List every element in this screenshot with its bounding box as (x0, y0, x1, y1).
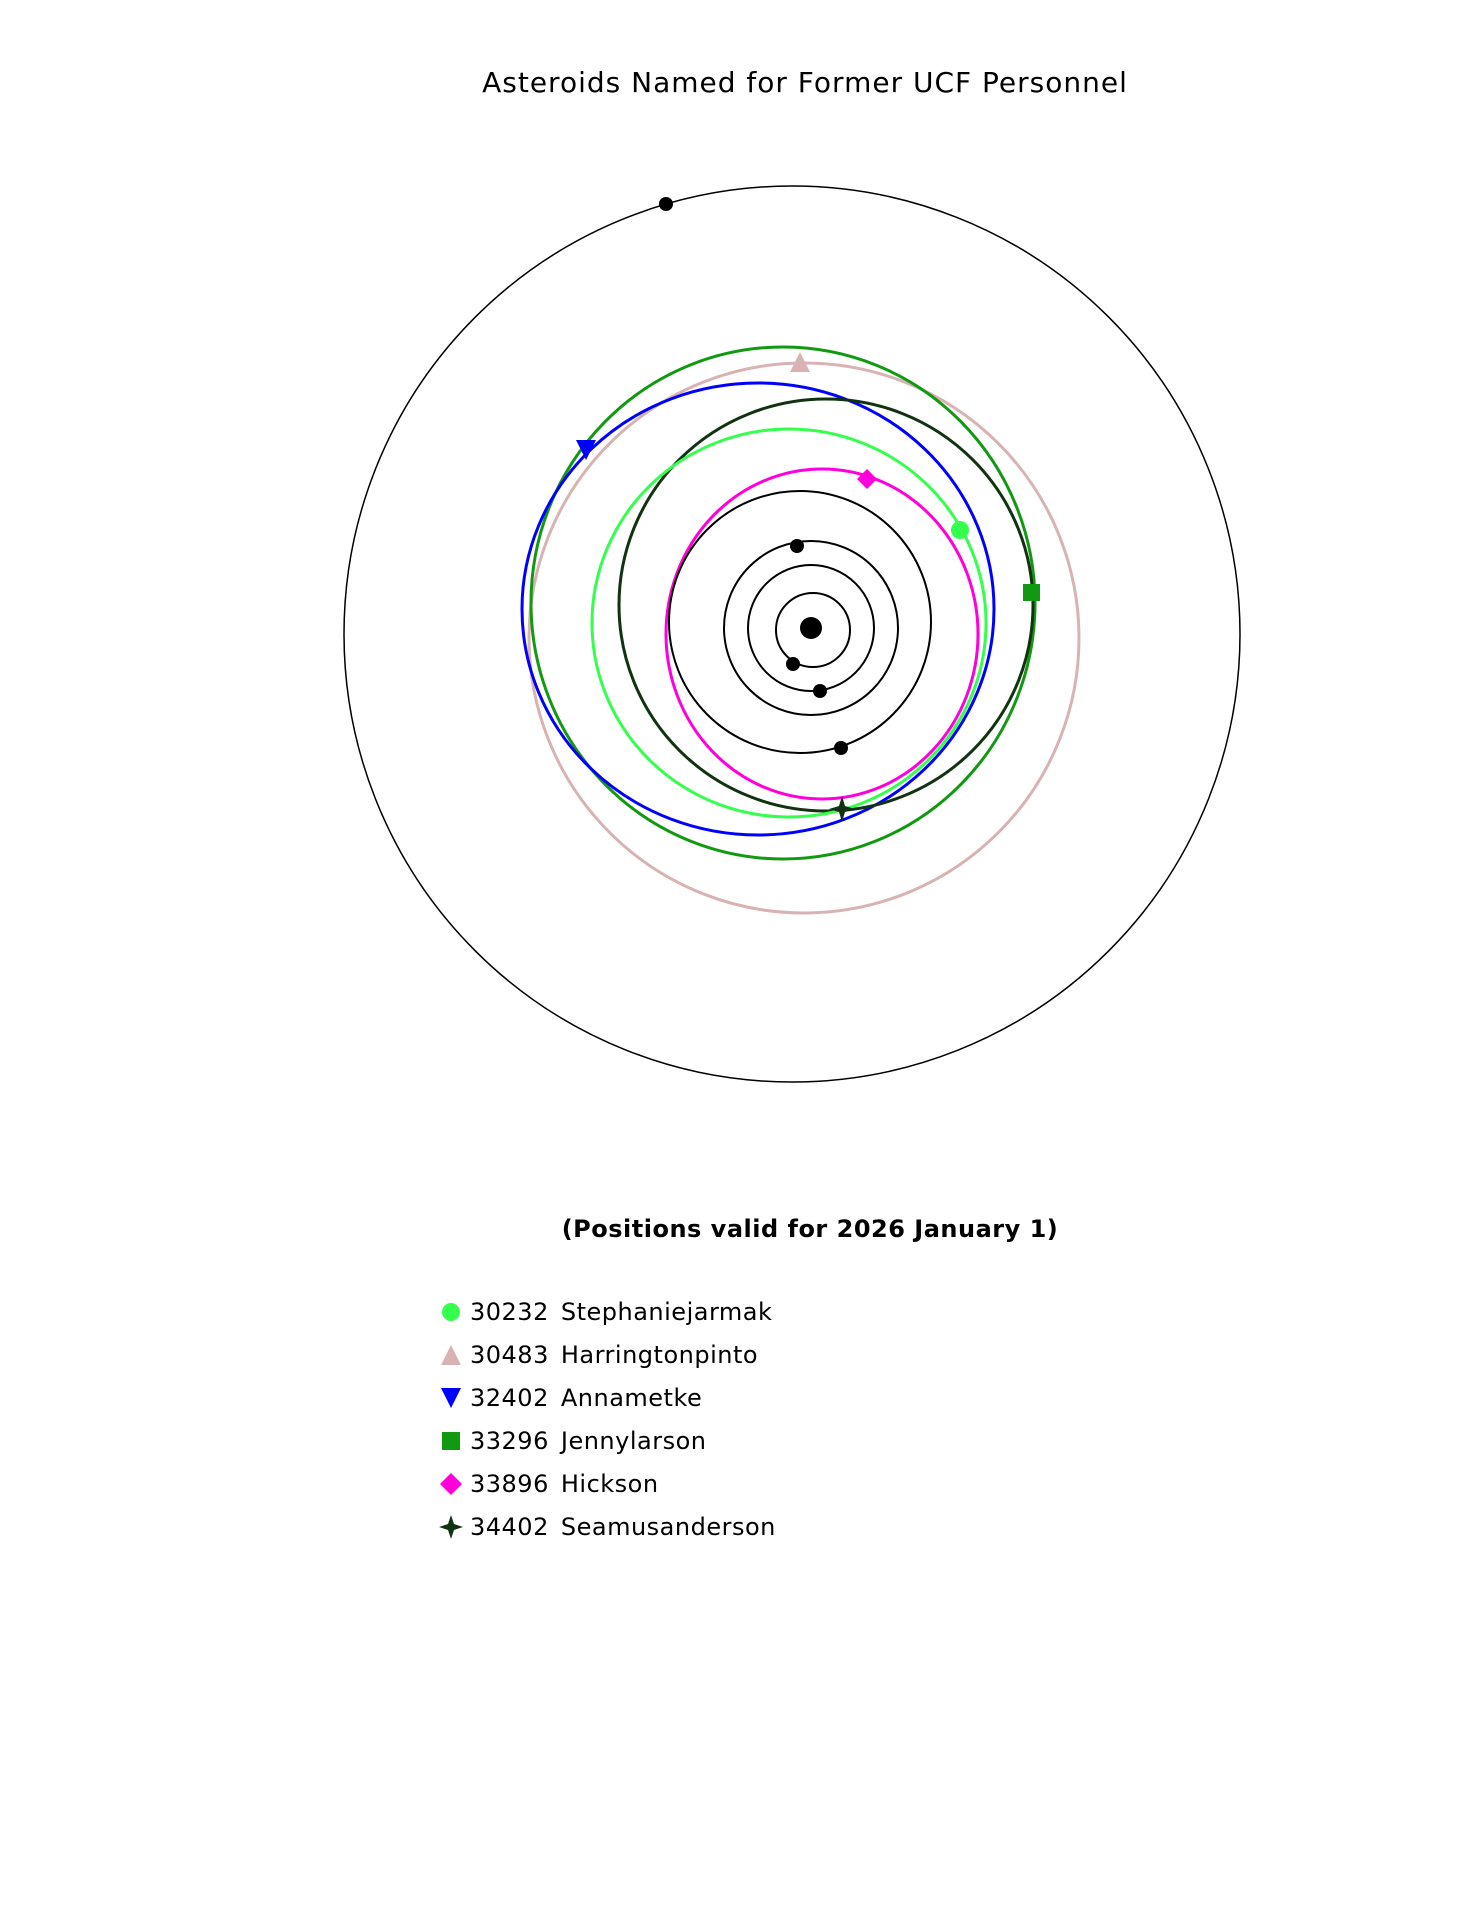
marker-32402-annametke (576, 440, 596, 460)
marker-33896-hickson (857, 469, 877, 489)
sun (800, 617, 822, 639)
legend-number: 30483 (470, 1340, 549, 1369)
legend-item-34402 (438, 1505, 776, 1548)
legend-number: 32402 (470, 1383, 549, 1412)
jupiter-orbit (344, 186, 1240, 1082)
legend-number: 33296 (470, 1426, 549, 1455)
earth-planet (790, 539, 804, 553)
legend-item-33896 (438, 1462, 776, 1505)
legend-star-icon (438, 1514, 464, 1540)
legend-name: Annametke (560, 1383, 703, 1412)
legend-item-30232 (438, 1290, 776, 1333)
legend-circle-icon (438, 1299, 464, 1325)
legend-triangle-up-icon (438, 1342, 464, 1368)
legend-diamond-icon (438, 1471, 464, 1497)
positions-date-note: (Positions valid for 2026 January 1) (561, 1215, 1059, 1243)
orbit-30232-stephaniejarmak (592, 429, 986, 817)
marker-33296-jennylarson (1023, 584, 1040, 601)
legend-name: Hickson (560, 1469, 659, 1498)
venus-planet (813, 684, 827, 698)
legend-square-icon (438, 1428, 464, 1454)
legend-item-33296 (438, 1419, 776, 1462)
legend-name: Harringtonpinto (560, 1340, 759, 1369)
legend-item-30483 (438, 1333, 776, 1376)
mercury-planet (786, 657, 800, 671)
legend-name: Seamusanderson (560, 1512, 776, 1541)
legend-number: 33896 (470, 1469, 549, 1498)
legend-number: 34402 (470, 1512, 549, 1541)
legend-item-32402 (438, 1376, 776, 1419)
mars-planet (834, 741, 848, 755)
jupiter-planet (659, 197, 673, 211)
legend-number: 30232 (470, 1297, 549, 1326)
legend-name: Stephaniejarmak (560, 1297, 773, 1326)
legend-name: Jennylarson (560, 1426, 707, 1455)
legend-triangle-down-icon (438, 1385, 464, 1411)
marker-30232-stephaniejarmak (951, 521, 969, 539)
legend (438, 1290, 776, 1548)
chart-title: Asteroids Named for Former UCF Personnel (482, 66, 1128, 99)
